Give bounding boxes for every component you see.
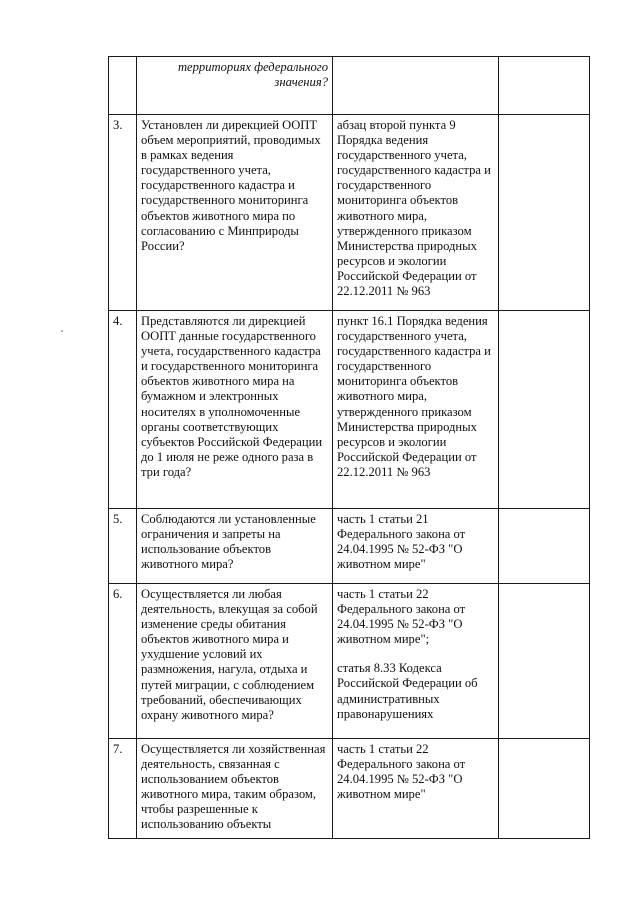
question-cell: территориях федерального значения? — [137, 57, 333, 115]
table-row — [109, 311, 590, 509]
question-cell: Представляются ли дирекцией ООПТ данные государственного учета, государственного кадастра и государственного мониторинга объектов животного мира на бумажном и электронных носителях в уполномоченные органы соответствующих субъектов Российской Федерации до 1 июля не реже одного раза в три года? — [137, 311, 333, 509]
row-number-cell: 4. — [109, 311, 137, 509]
answer-cell — [499, 509, 590, 584]
table-row — [109, 739, 590, 839]
table-row — [109, 57, 590, 115]
question-cell: Осуществляется ли хозяйственная деятельность, связанная с использованием объектов животного мира, таким образом, чтобы разрешенные к использованию объекты — [137, 739, 333, 839]
reference-spacer — [337, 647, 494, 661]
reference-cell: абзац второй пункта 9 Порядка ведения государственного учета, государственного кадастра и государственного мониторинга объектов животного мира, утвержденного приказом Министерства природных ресурсов и экологии Российской Федерации от 22.12.2011 № 963 — [333, 115, 499, 311]
row-number-cell: 7. — [109, 739, 137, 839]
answer-cell — [499, 115, 590, 311]
reference-cell — [333, 584, 499, 739]
reference-extra-text: статья 8.33 Кодекса Российской Федерации об административных правонарушениях — [337, 661, 478, 721]
question-cell: Соблюдаются ли установленные ограничения и запреты на использование объектов животного мира? — [137, 509, 333, 584]
answer-cell — [499, 739, 590, 839]
reference-cell: часть 1 статьи 22 Федерального закона от 24.04.1995 № 52-ФЗ "О животном мире" — [333, 739, 499, 839]
answer-cell — [499, 311, 590, 509]
row-number-cell: 3. — [109, 115, 137, 311]
table-row — [109, 584, 590, 739]
row-number-cell: 6. — [109, 584, 137, 739]
table-row — [109, 115, 590, 311]
table-row — [109, 509, 590, 584]
reference-cell: часть 1 статьи 21 Федерального закона от 24.04.1995 № 52-ФЗ "О животном мире" — [333, 509, 499, 584]
answer-cell — [499, 57, 590, 115]
scan-speck — [61, 330, 63, 332]
row-number-cell — [109, 57, 137, 115]
question-cell: Установлен ли дирекцией ООПТ объем мероприятий, проводимых в рамках ведения государственного учета, государственного кадастра и государственного мониторинга объектов животного мира по согласованию с Минприроды России? — [137, 115, 333, 311]
reference-cell: пункт 16.1 Порядка ведения государственного учета, государственного кадастра и государственного мониторинга объектов животного мира, утвержденного приказом Министерства природных ресурсов и экологии Российской Федерации от 22.12.2011 № 963 — [333, 311, 499, 509]
question-cell: Осуществляется ли любая деятельность, влекущая за собой изменение среды обитания объектов животного мира и ухудшение условий их размножения, нагула, отдыха и путей миграции, с соблюдением требований, обеспечивающих охрану животного мира? — [137, 584, 333, 739]
reference-cell — [333, 57, 499, 115]
reference-text: часть 1 статьи 22 Федерального закона от 24.04.1995 № 52-ФЗ "О животном мире"; — [337, 587, 466, 647]
checklist-table — [108, 56, 590, 839]
row-number-cell: 5. — [109, 509, 137, 584]
answer-cell — [499, 584, 590, 739]
